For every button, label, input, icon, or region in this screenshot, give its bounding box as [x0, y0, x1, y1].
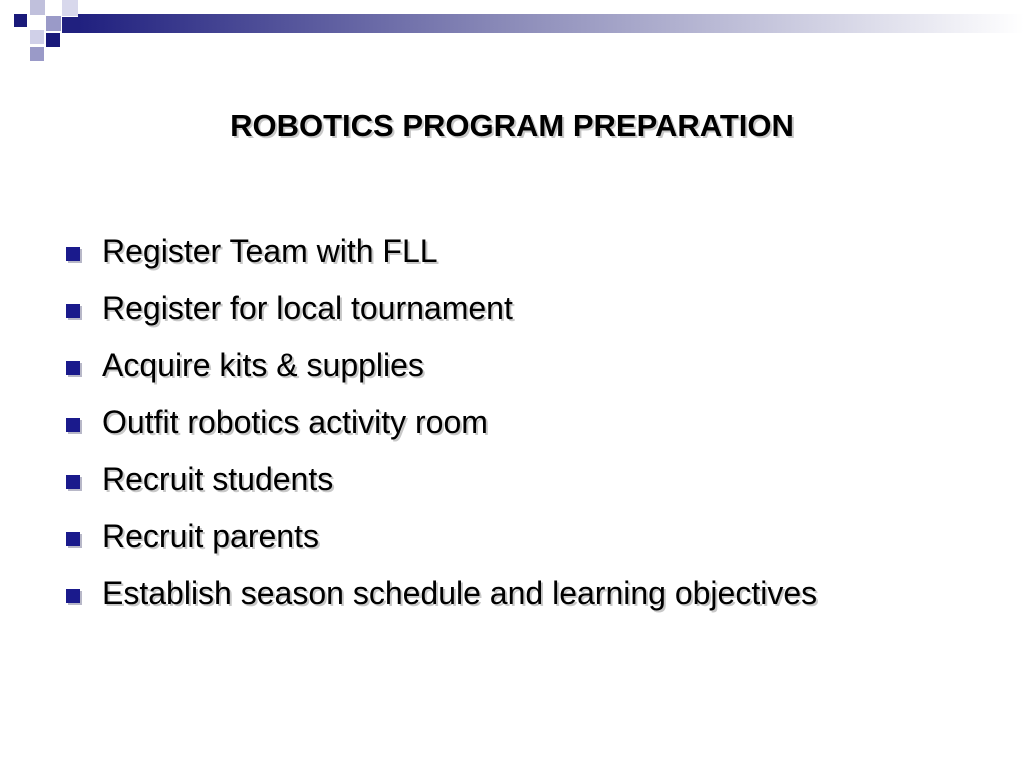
bullet-list — [62, 232, 962, 631]
bullet-text: Establish season schedule and learning objectives — [102, 575, 818, 611]
square-bullet-icon — [66, 475, 80, 489]
bullet-text: Recruit students — [102, 461, 334, 497]
square-bullet-icon — [66, 589, 80, 603]
bullet-text: Recruit parents — [102, 518, 319, 554]
list-item — [62, 346, 962, 385]
checker-squares-icon — [0, 0, 1024, 64]
list-item — [62, 289, 962, 328]
bullet-text: Register for local tournament — [102, 290, 513, 326]
list-item — [62, 574, 962, 613]
list-item — [62, 232, 962, 271]
square-bullet-icon — [66, 532, 80, 546]
square-bullet-icon — [66, 361, 80, 375]
list-item — [62, 517, 962, 556]
square-bullet-icon — [66, 247, 80, 261]
slide-title: ROBOTICS PROGRAM PREPARATION — [230, 108, 794, 143]
header-decoration — [0, 0, 1024, 64]
square-bullet-icon — [66, 418, 80, 432]
bullet-text: Acquire kits & supplies — [102, 347, 424, 383]
list-item — [62, 403, 962, 442]
square-bullet-icon — [66, 304, 80, 318]
bullet-text: Register Team with FLL — [102, 233, 438, 269]
list-item — [62, 460, 962, 499]
bullet-text: Outfit robotics activity room — [102, 404, 488, 440]
